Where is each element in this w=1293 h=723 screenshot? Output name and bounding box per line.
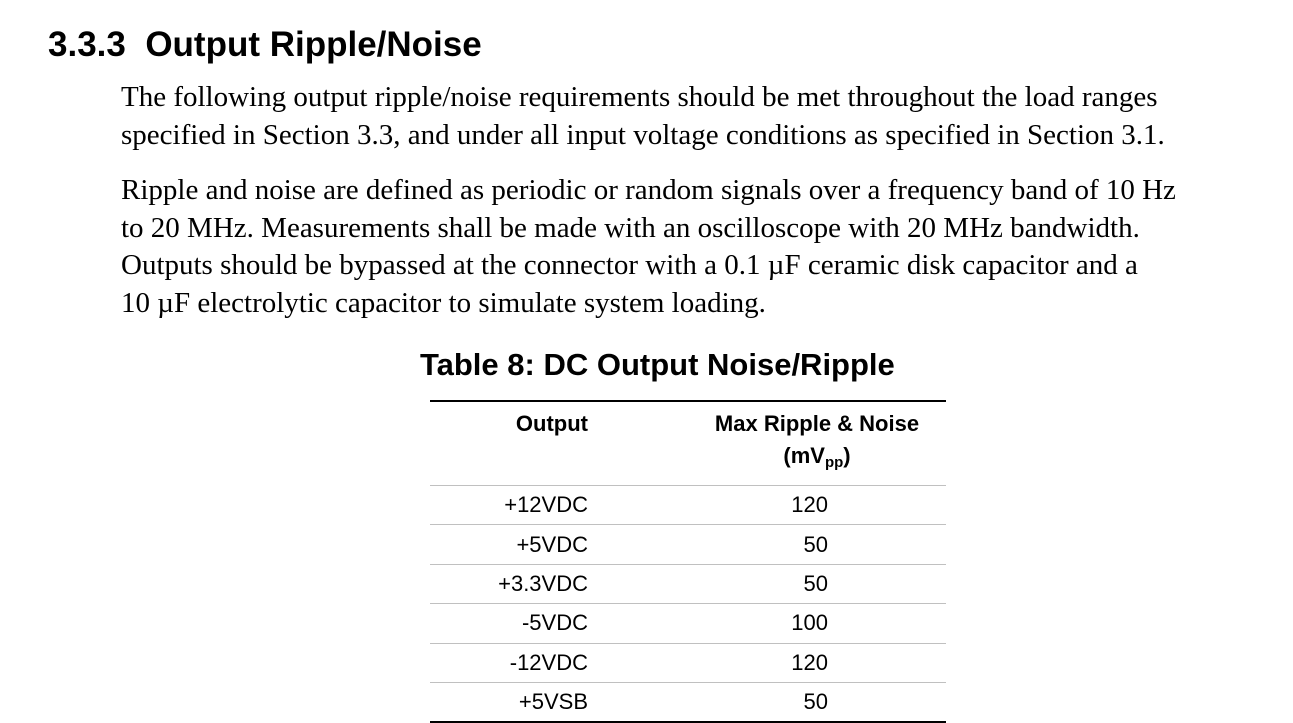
paragraph-line: to 20 MHz. Measurements shall be made with an oscilloscope with 20 MHz bandwidth. bbox=[121, 211, 1140, 244]
table-row bbox=[430, 564, 946, 603]
cell-max-ripple: 50 bbox=[803, 570, 828, 596]
cell-output: +12VDC bbox=[504, 492, 588, 518]
header-output: Output bbox=[515, 411, 588, 436]
cell-output: +5VDC bbox=[516, 531, 588, 557]
table-header-row bbox=[430, 401, 946, 486]
paragraph-line: Outputs should be bypassed at the connector with a 0.1 µF ceramic disk capacitor and a bbox=[121, 249, 1138, 281]
header-max-label: Max Ripple & Noise bbox=[714, 411, 920, 436]
section-heading bbox=[48, 24, 482, 66]
table-row bbox=[430, 682, 946, 722]
cell-output: +5VSB bbox=[518, 688, 588, 714]
header-unit-suffix: ) bbox=[843, 443, 851, 468]
paragraph-line: 10 µF electrolytic capacitor to simulate system loading. bbox=[121, 286, 766, 319]
header-unit-prefix: (mV bbox=[783, 443, 825, 468]
cell-max-ripple: 50 bbox=[803, 531, 828, 557]
paragraph-line: Ripple and noise are defined as periodic or random signals over a frequency band of 10 Hz bbox=[121, 174, 1176, 206]
cell-output: -5VDC bbox=[521, 610, 588, 636]
section-number: 3.3.3 bbox=[48, 25, 126, 64]
cell-max-ripple: 100 bbox=[791, 610, 828, 636]
header-unit-subscript: pp bbox=[824, 454, 844, 471]
paragraph-1 bbox=[121, 79, 1165, 154]
paragraph-line: The following output ripple/noise requirements should be met throughout the load ranges bbox=[121, 81, 1158, 113]
table-row bbox=[430, 604, 946, 643]
table-row bbox=[430, 486, 946, 525]
section-title: Output Ripple/Noise bbox=[145, 25, 482, 64]
table-row bbox=[430, 525, 946, 564]
cell-output: -12VDC bbox=[509, 649, 588, 675]
header-max-ripple bbox=[668, 401, 946, 486]
table-caption: Table 8: DC Output Noise/Ripple bbox=[420, 347, 895, 382]
paragraph-2 bbox=[121, 172, 1176, 322]
cell-max-ripple: 120 bbox=[791, 492, 828, 518]
cell-max-ripple: 120 bbox=[791, 649, 828, 675]
cell-max-ripple: 50 bbox=[803, 688, 828, 714]
table-row bbox=[430, 643, 946, 682]
dc-output-noise-table bbox=[430, 400, 946, 723]
noise-ripple-table bbox=[430, 400, 946, 723]
paragraph-line: specified in Section 3.3, and under all input voltage conditions as specified in Section 3.1. bbox=[121, 118, 1165, 151]
cell-output: +3.3VDC bbox=[498, 570, 588, 596]
